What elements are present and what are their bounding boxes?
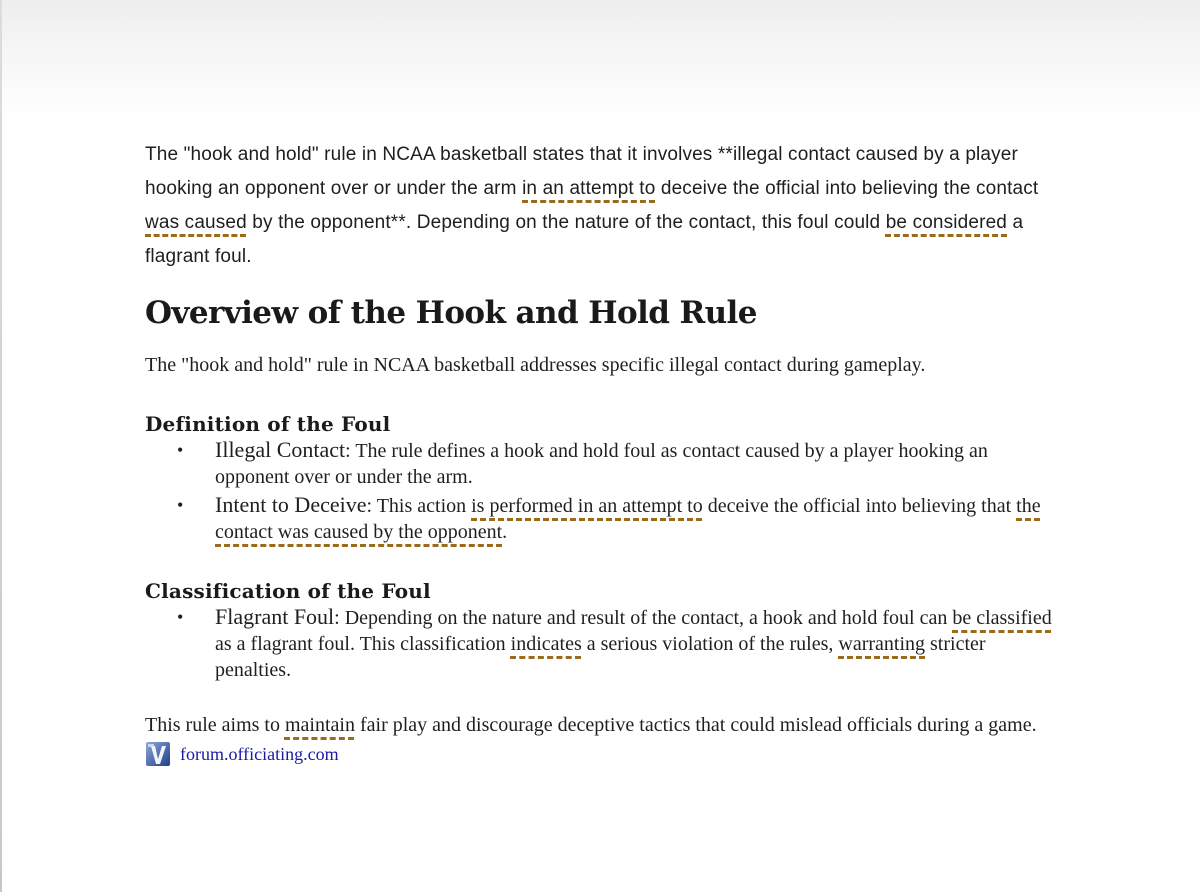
intro-text: deceive the official into believing the contact xyxy=(655,178,1039,199)
page-edge xyxy=(0,0,2,892)
closing-text: fair play and discourage deceptive tactics that could mislead officials during a game. xyxy=(354,714,1037,736)
bullet-icon: • xyxy=(177,607,184,627)
list-text: This action xyxy=(372,495,472,517)
list-item xyxy=(145,604,1065,683)
list-text: Depending on the nature and result of the contact, a hook and hold foul can xyxy=(339,607,953,629)
classification-heading: Classification of the Foul xyxy=(145,579,431,603)
source-link[interactable]: forum.officiating.com xyxy=(180,743,339,764)
list-term: Illegal Contact xyxy=(215,437,346,462)
closing-text: This rule aims to xyxy=(145,714,285,736)
grammar-flag[interactable]: be classified xyxy=(952,607,1052,629)
grammar-flag[interactable]: the contact was caused by the opponent xyxy=(215,495,1041,543)
overview-heading: Overview of the Hook and Hold Rule xyxy=(145,295,757,331)
grammar-flag[interactable]: be considered xyxy=(885,212,1008,233)
list-term: Intent to Deceive xyxy=(215,492,367,517)
grammar-flag[interactable]: warranting xyxy=(838,633,926,655)
grammar-flag[interactable]: was caused xyxy=(145,212,247,233)
list-separator: : xyxy=(366,495,373,517)
document-body xyxy=(145,138,1065,768)
grammar-flag[interactable]: is performed in an attempt to xyxy=(471,495,703,517)
bullet-icon: • xyxy=(177,440,184,460)
intro-text: a flagrant foul. xyxy=(145,212,1024,267)
list-text: The rule defines a hook and hold foul as contact caused by a player hooking an opponent over or under the arm. xyxy=(215,440,988,488)
list-separator: : xyxy=(334,607,340,629)
intro-text: The "hook and hold" rule in NCAA basketball states that it involves **illegal contact caused by a player hooking an opponent over or under the arm xyxy=(145,144,1018,199)
list-text: stricter penalties. xyxy=(215,633,986,681)
list-item xyxy=(145,492,1065,545)
list-text: as a flagrant foul. This classification xyxy=(215,633,511,655)
list-text: deceive the official into believing that xyxy=(702,495,1017,517)
intro-paragraph xyxy=(145,138,1065,274)
definition-list xyxy=(145,437,1065,545)
intro-text: by the opponent**. Depending on the nature of the contact, this foul could xyxy=(246,212,886,233)
closing-paragraph xyxy=(145,712,1065,738)
overview-lead: The "hook and hold" rule in NCAA basketball addresses specific illegal contact during gameplay. xyxy=(145,354,926,376)
bullet-icon: • xyxy=(177,495,184,515)
grammar-flag[interactable]: maintain xyxy=(284,714,355,736)
list-item xyxy=(145,437,1065,490)
source-citation[interactable] xyxy=(145,740,1065,768)
list-text: a serious violation of the rules, xyxy=(581,633,839,655)
list-term: Flagrant Foul xyxy=(215,604,335,629)
top-shadow xyxy=(0,0,1200,120)
classification-list xyxy=(145,604,1065,683)
grammar-flag[interactable]: indicates xyxy=(510,633,582,655)
grammar-flag[interactable]: in an attempt to xyxy=(522,178,656,199)
list-text: . xyxy=(502,521,508,543)
list-separator: : xyxy=(345,440,351,462)
forum-site-logo-icon xyxy=(145,740,171,768)
definition-heading: Definition of the Foul xyxy=(145,412,391,436)
